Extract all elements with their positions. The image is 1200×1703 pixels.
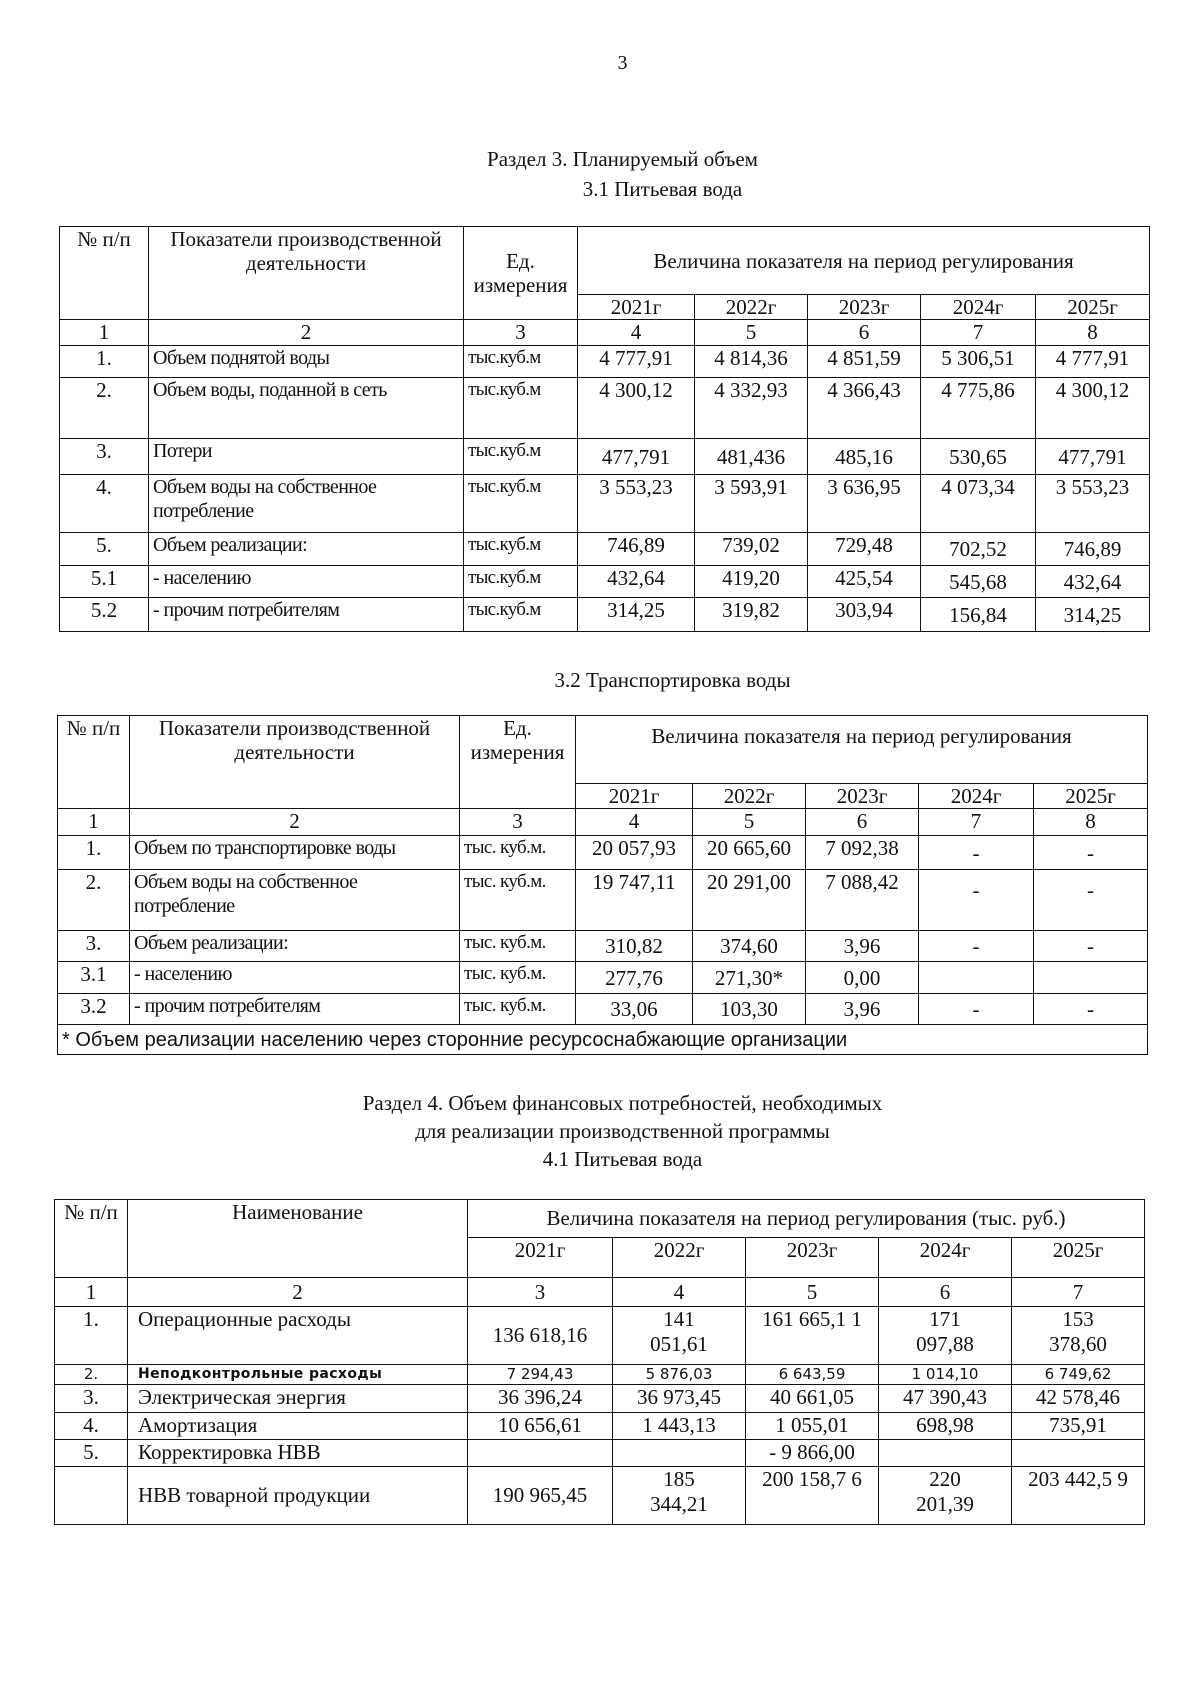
row-name: Неподконтрольные расходы — [128, 1365, 468, 1385]
row-value: 545,68 — [921, 566, 1036, 598]
row-value: 5 306,51 — [921, 346, 1036, 378]
col-number: 6 — [879, 1278, 1012, 1307]
row-name: Объем реализации: — [149, 533, 464, 566]
row-unit: тыс. куб.м. — [460, 870, 576, 931]
table-row — [58, 870, 1148, 931]
row-unit: тыс.куб.м — [464, 566, 578, 598]
row-value: 33,06 — [576, 994, 693, 1025]
row-name: Операционные расходы — [128, 1307, 468, 1365]
row-value: 7 092,38 — [806, 836, 919, 870]
row-value: 3 593,91 — [695, 475, 808, 533]
row-name: Объем поднятой воды — [149, 346, 464, 378]
row-name: Объем по транспортировке воды — [130, 836, 460, 870]
row-value: - — [1034, 994, 1148, 1025]
row-value: 161 665,1 1 — [746, 1307, 879, 1365]
row-value: 6 749,62 — [1012, 1365, 1145, 1385]
col-number: 6 — [808, 320, 921, 346]
row-value: 3 636,95 — [808, 475, 921, 533]
row-value: 20 665,60 — [693, 836, 806, 870]
table-row — [58, 836, 1148, 870]
row-value: 47 390,43 — [879, 1385, 1012, 1413]
row-value: 530,65 — [921, 439, 1036, 475]
row-name: - населению — [130, 962, 460, 994]
row-value: 190 965,45 — [468, 1467, 613, 1525]
row-value: 103,30 — [693, 994, 806, 1025]
row-value: 477,791 — [578, 439, 695, 475]
row-name: Объем воды на собственное потребление — [149, 475, 464, 533]
row-value: 4 851,59 — [808, 346, 921, 378]
row-value: 271,30* — [693, 962, 806, 994]
row-num: 4. — [55, 1413, 128, 1440]
row-value: 10 656,61 — [468, 1413, 613, 1440]
table-footnote: * Объем реализации населению через сторонние ресурсоснабжающие организации — [58, 1025, 1148, 1055]
row-value: 3 553,23 — [1036, 475, 1150, 533]
row-value: 40 661,05 — [746, 1385, 879, 1413]
table-row — [55, 1365, 1145, 1385]
row-value: - — [1034, 870, 1148, 931]
header-year: 2021г — [578, 295, 695, 320]
row-value: - — [919, 836, 1034, 870]
header-indicator: Показатели производственной деятельности — [130, 716, 460, 809]
row-value: 1 443,13 — [613, 1413, 746, 1440]
row-value: - — [919, 931, 1034, 962]
row-value: 171 097,88 — [879, 1307, 1012, 1365]
header-unit: Ед. измерения — [464, 227, 578, 320]
row-name: Потери — [149, 439, 464, 475]
row-value: 746,89 — [1036, 533, 1150, 566]
row-value: 739,02 — [695, 533, 808, 566]
row-num: 3. — [55, 1385, 128, 1413]
row-value: 1 055,01 — [746, 1413, 879, 1440]
table-row — [60, 598, 1150, 632]
row-value: 746,89 — [578, 533, 695, 566]
header-unit: Ед. измерения — [460, 716, 576, 809]
section-4-title-line1: Раздел 4. Объем финансовых потребностей, необходимых — [362, 1091, 883, 1115]
row-value: 374,60 — [693, 931, 806, 962]
row-value: 36 973,45 — [613, 1385, 746, 1413]
row-num: 5. — [60, 533, 149, 566]
row-value: 4 775,86 — [921, 378, 1036, 439]
row-value: 419,20 — [695, 566, 808, 598]
col-number: 7 — [921, 320, 1036, 346]
row-value: 20 291,00 — [693, 870, 806, 931]
row-value: 4 777,91 — [1036, 346, 1150, 378]
row-name: Объем воды, поданной в сеть — [149, 378, 464, 439]
row-value: 220 201,39 — [879, 1467, 1012, 1525]
row-name: Корректировка НВВ — [128, 1440, 468, 1467]
row-num: 1. — [60, 346, 149, 378]
header-name: Наименование — [128, 1200, 468, 1278]
row-value: 7 088,42 — [806, 870, 919, 931]
row-unit: тыс.куб.м — [464, 475, 578, 533]
section-4-title-line2: для реализации производственной программы — [415, 1119, 830, 1143]
header-year: 2022г — [613, 1238, 746, 1278]
header-period: Величина показателя на период регулирования (тыс. руб.) — [468, 1200, 1145, 1238]
row-num: 5.1 — [60, 566, 149, 598]
col-number: 2 — [130, 809, 460, 836]
row-value: 141 051,61 — [613, 1307, 746, 1365]
section-4-1-title: 4.1 Питьевая вода — [542, 1147, 703, 1171]
header-year: 2023г — [746, 1238, 879, 1278]
col-number: 8 — [1036, 320, 1150, 346]
row-num: 2. — [58, 870, 130, 931]
col-number: 2 — [128, 1278, 468, 1307]
row-value: 4 777,91 — [578, 346, 695, 378]
row-num: 3.2 — [58, 994, 130, 1025]
row-num: 4. — [60, 475, 149, 533]
row-value: - — [1034, 931, 1148, 962]
header-num: № п/п — [60, 227, 149, 320]
row-value: 1 014,10 — [879, 1365, 1012, 1385]
row-unit: тыс.куб.м — [464, 533, 578, 566]
row-num: 3. — [60, 439, 149, 475]
header-year: 2025г — [1036, 295, 1150, 320]
row-unit: тыс.куб.м — [464, 378, 578, 439]
col-number: 3 — [464, 320, 578, 346]
header-year: 2025г — [1034, 784, 1148, 809]
col-number: 4 — [576, 809, 693, 836]
row-value: 4 300,12 — [578, 378, 695, 439]
table-row — [58, 994, 1148, 1025]
row-value: 3,96 — [806, 994, 919, 1025]
table-row — [60, 439, 1150, 475]
row-value: 185 344,21 — [613, 1467, 746, 1525]
page-number: 3 — [617, 52, 628, 74]
row-value: 481,436 — [695, 439, 808, 475]
row-value: 156,84 — [921, 598, 1036, 632]
row-unit: тыс. куб.м. — [460, 962, 576, 994]
row-unit: тыс. куб.м. — [460, 994, 576, 1025]
table-row — [60, 378, 1150, 439]
row-value: 698,98 — [879, 1413, 1012, 1440]
row-value: 19 747,11 — [576, 870, 693, 931]
section-3-title: Раздел 3. Планируемый объем — [487, 147, 758, 171]
col-number: 4 — [578, 320, 695, 346]
row-value: 702,52 — [921, 533, 1036, 566]
table-row — [55, 1440, 1145, 1467]
col-number: 6 — [806, 809, 919, 836]
row-value: 6 643,59 — [746, 1365, 879, 1385]
row-value: - 9 866,00 — [746, 1440, 879, 1467]
section-3-1-title: 3.1 Питьевая вода — [582, 177, 743, 201]
header-year: 2024г — [879, 1238, 1012, 1278]
row-name: - населению — [149, 566, 464, 598]
row-num — [55, 1467, 128, 1525]
row-value: 432,64 — [1036, 566, 1150, 598]
col-number: 2 — [149, 320, 464, 346]
header-indicator: Показатели производственной деятельности — [149, 227, 464, 320]
row-name: Объем реализации: — [130, 931, 460, 962]
row-num: 1. — [58, 836, 130, 870]
row-name: Электрическая энергия — [128, 1385, 468, 1413]
table-row — [55, 1385, 1145, 1413]
row-value: 432,64 — [578, 566, 695, 598]
row-value: 5 876,03 — [613, 1365, 746, 1385]
col-number: 4 — [613, 1278, 746, 1307]
row-name: НВВ товарной продукции — [128, 1467, 468, 1525]
row-value: 4 332,93 — [695, 378, 808, 439]
table-row — [60, 566, 1150, 598]
table-drinking-water-volume — [59, 226, 1150, 632]
row-num: 2. — [60, 378, 149, 439]
header-year: 2022г — [695, 295, 808, 320]
row-unit: тыс. куб.м. — [460, 931, 576, 962]
row-value: 4 073,34 — [921, 475, 1036, 533]
row-value: 4 814,36 — [695, 346, 808, 378]
col-number: 1 — [58, 809, 130, 836]
row-value — [1012, 1440, 1145, 1467]
row-value: - — [1034, 836, 1148, 870]
row-value — [613, 1440, 746, 1467]
col-number: 7 — [1012, 1278, 1145, 1307]
table-row — [55, 1413, 1145, 1440]
row-value: 735,91 — [1012, 1413, 1145, 1440]
col-number: 1 — [60, 320, 149, 346]
row-value: 314,25 — [1036, 598, 1150, 632]
row-value: 425,54 — [808, 566, 921, 598]
col-number: 5 — [693, 809, 806, 836]
row-num: 3.1 — [58, 962, 130, 994]
row-value: 203 442,5 9 — [1012, 1467, 1145, 1525]
row-num: 1. — [55, 1307, 128, 1365]
row-value: 477,791 — [1036, 439, 1150, 475]
table-row — [60, 346, 1150, 378]
row-value: - — [919, 994, 1034, 1025]
row-value: 310,82 — [576, 931, 693, 962]
row-value — [1034, 962, 1148, 994]
header-year: 2021г — [576, 784, 693, 809]
row-value: 485,16 — [808, 439, 921, 475]
row-value: 303,94 — [808, 598, 921, 632]
table-financial-needs — [54, 1199, 1145, 1525]
row-unit: тыс.куб.м — [464, 439, 578, 475]
row-value: 136 618,16 — [468, 1307, 613, 1365]
row-value: 7 294,43 — [468, 1365, 613, 1385]
col-number: 3 — [468, 1278, 613, 1307]
row-value: 4 300,12 — [1036, 378, 1150, 439]
header-period: Величина показателя на период регулирования — [578, 227, 1150, 295]
row-name: - прочим потребителям — [130, 994, 460, 1025]
header-period: Величина показателя на период регулирования — [576, 716, 1148, 784]
table-row — [55, 1307, 1145, 1365]
row-value: 42 578,46 — [1012, 1385, 1145, 1413]
row-value: 277,76 — [576, 962, 693, 994]
header-year: 2022г — [693, 784, 806, 809]
table-row — [60, 533, 1150, 566]
row-value — [468, 1440, 613, 1467]
row-unit: тыс.куб.м — [464, 346, 578, 378]
table-row — [58, 962, 1148, 994]
row-name: - прочим потребителям — [149, 598, 464, 632]
header-year: 2024г — [919, 784, 1034, 809]
row-value: 729,48 — [808, 533, 921, 566]
row-value: 153 378,60 — [1012, 1307, 1145, 1365]
row-value: 36 396,24 — [468, 1385, 613, 1413]
header-year: 2021г — [468, 1238, 613, 1278]
col-number: 8 — [1034, 809, 1148, 836]
row-value: 319,82 — [695, 598, 808, 632]
header-year: 2024г — [921, 295, 1036, 320]
row-value: 200 158,7 6 — [746, 1467, 879, 1525]
table-row — [55, 1467, 1145, 1525]
table-row — [58, 931, 1148, 962]
header-num: № п/п — [58, 716, 130, 809]
row-name: Амортизация — [128, 1413, 468, 1440]
row-value: - — [919, 870, 1034, 931]
col-number: 5 — [695, 320, 808, 346]
row-value: 314,25 — [578, 598, 695, 632]
section-3-2-title: 3.2 Транспортировка воды — [554, 668, 791, 692]
row-value — [919, 962, 1034, 994]
row-value: 20 057,93 — [576, 836, 693, 870]
header-num: № п/п — [55, 1200, 128, 1278]
row-unit: тыс. куб.м. — [460, 836, 576, 870]
col-number: 5 — [746, 1278, 879, 1307]
table-row — [60, 475, 1150, 533]
row-unit: тыс.куб.м — [464, 598, 578, 632]
header-year: 2023г — [808, 295, 921, 320]
header-year: 2025г — [1012, 1238, 1145, 1278]
row-value: 3 553,23 — [578, 475, 695, 533]
row-num: 5.2 — [60, 598, 149, 632]
row-num: 3. — [58, 931, 130, 962]
col-number: 7 — [919, 809, 1034, 836]
row-value: 0,00 — [806, 962, 919, 994]
row-value: 4 366,43 — [808, 378, 921, 439]
table-water-transport-volume — [57, 715, 1148, 1055]
row-num: 5. — [55, 1440, 128, 1467]
col-number: 3 — [460, 809, 576, 836]
row-name: Объем воды на собственное потребление — [130, 870, 460, 931]
col-number: 1 — [55, 1278, 128, 1307]
header-year: 2023г — [806, 784, 919, 809]
row-value: 3,96 — [806, 931, 919, 962]
table-row — [58, 1025, 1148, 1055]
row-value — [879, 1440, 1012, 1467]
row-num: 2. — [55, 1365, 128, 1385]
